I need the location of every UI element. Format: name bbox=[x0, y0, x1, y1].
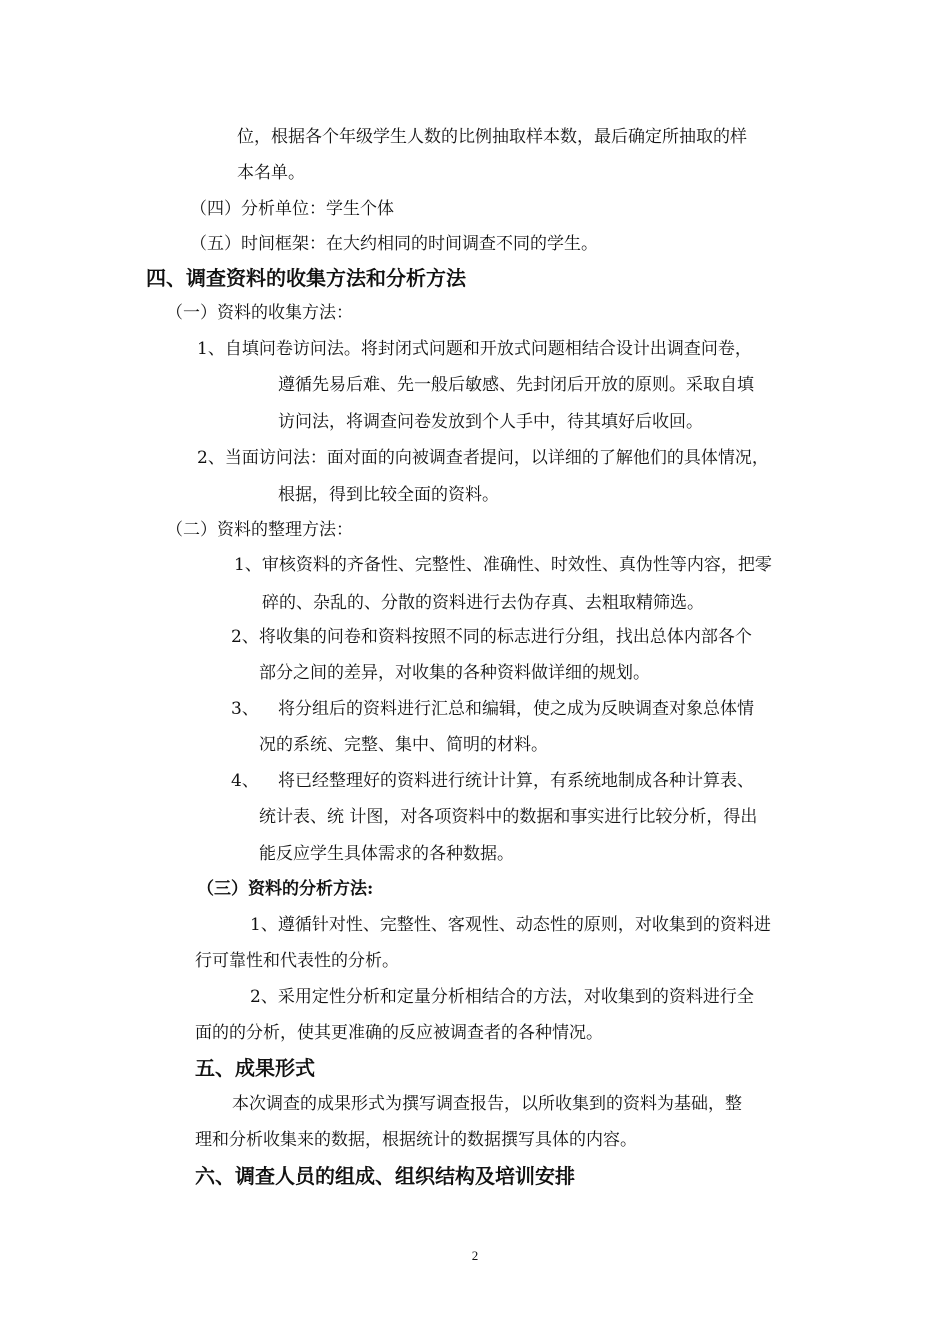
text-line: 位，根据各个年级学生人数的比例抽取样本数，最后确定所抽取的样 bbox=[237, 127, 747, 147]
subsection-heading: （一）资料的收集方法： bbox=[166, 303, 353, 323]
text-line: 本名单。 bbox=[237, 163, 305, 183]
list-number: 3、 bbox=[231, 699, 259, 719]
section-heading-4: 四、调查资料的收集方法和分析方法 bbox=[146, 266, 466, 290]
list-item: 2、将收集的问卷和资料按照不同的标志进行分组，找出总体内部各个 bbox=[231, 627, 752, 647]
list-number: 4、 bbox=[231, 771, 259, 791]
list-item: 2、采用定性分析和定量分析相结合的方法，对收集到的资料进行全 bbox=[250, 987, 754, 1007]
list-item: 2、当面访问法：面对面的向被调查者提问，以详细的了解他们的具体情况， bbox=[197, 448, 769, 468]
text-line: 碎的、杂乱的、分散的资料进行去伪存真、去粗取精筛选。 bbox=[262, 593, 704, 613]
text-line: 行可靠性和代表性的分析。 bbox=[195, 951, 399, 971]
text-line: 况的系统、完整、集中、简明的材料。 bbox=[259, 735, 548, 755]
text-line: 统计表、统 计图，对各项资料中的数据和事实进行比较分析，得出 bbox=[259, 807, 758, 827]
text-line: 访问法，将调查问卷发放到个人手中，待其填好后收回。 bbox=[278, 412, 703, 432]
text-line: 遵循先易后难、先一般后敏感、先封闭后开放的原则。采取自填 bbox=[278, 375, 754, 395]
list-item: 1、审核资料的齐备性、完整性、准确性、时效性、真伪性等内容，把零 bbox=[234, 555, 772, 575]
subsection-heading: （三）资料的分析方法: bbox=[197, 879, 374, 899]
text-line: 根据，得到比较全面的资料。 bbox=[278, 485, 499, 505]
page-number: 2 bbox=[471, 1248, 479, 1263]
list-item: 1、遵循针对性、完整性、客观性、动态性的原则，对收集到的资料进 bbox=[250, 915, 771, 935]
subsection-heading: （二）资料的整理方法： bbox=[166, 520, 353, 540]
section-heading-5: 五、成果形式 bbox=[195, 1056, 315, 1080]
list-item: 1、自填问卷访问法。将封闭式问题和开放式问题相结合设计出调查问卷， bbox=[197, 339, 752, 359]
text-line: 面的的分析，使其更准确的反应被调查者的各种情况。 bbox=[195, 1023, 603, 1043]
text-line: （四）分析单位：学生个体 bbox=[190, 199, 394, 219]
text-line: 理和分析收集来的数据，根据统计的数据撰写具体的内容。 bbox=[195, 1130, 637, 1150]
section-heading-6: 六、调查人员的组成、组织结构及培训安排 bbox=[195, 1164, 575, 1188]
list-item: 将已经整理好的资料进行统计计算，有系统地制成各种计算表、 bbox=[278, 771, 754, 791]
text-line: （五）时间框架：在大约相同的时间调查不同的学生。 bbox=[190, 234, 598, 254]
text-line: 部分之间的差异，对收集的各种资料做详细的规划。 bbox=[259, 663, 650, 683]
text-line: 能反应学生具体需求的各种数据。 bbox=[259, 844, 514, 864]
text-line: 本次调查的成果形式为撰写调查报告，以所收集到的资料为基础，整 bbox=[232, 1094, 742, 1114]
list-item: 将分组后的资料进行汇总和编辑，使之成为反映调查对象总体情 bbox=[278, 699, 754, 719]
